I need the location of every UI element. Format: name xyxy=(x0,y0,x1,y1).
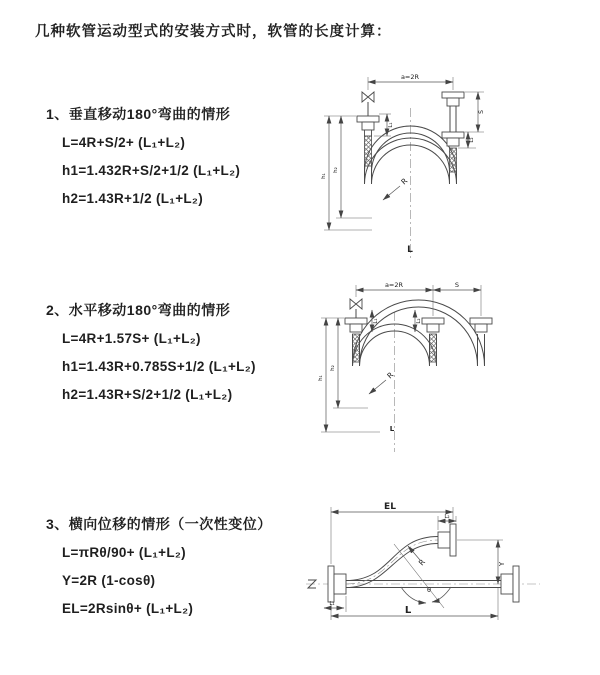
dim-label-l2: L₂ xyxy=(469,137,475,143)
dimension-span xyxy=(356,281,481,316)
section-1-heading: 1、垂直移动180°弯曲的情形 xyxy=(46,106,231,122)
dim-label-y: Y xyxy=(498,561,506,567)
section-1-formula-h1: h1=1.432R+S/2+1/2 (L₁+L₂) xyxy=(62,163,241,178)
section-vertical-movement xyxy=(36,104,326,219)
valve-icon xyxy=(350,299,362,318)
section-3-formula-el: EL=2Rsinθ+ (L₁+L₂) xyxy=(62,601,194,616)
dim-label-s: S xyxy=(454,281,460,289)
radius-callout xyxy=(408,546,427,567)
left-fitting xyxy=(357,116,379,136)
diagram-vertical-u-bend xyxy=(310,66,600,271)
dim-label-l1: L₁ xyxy=(329,601,335,607)
angle-label: θ xyxy=(427,586,431,594)
dim-label-a2r: a=2R xyxy=(384,281,404,289)
dim-label-s: S xyxy=(478,110,485,114)
dim-label-h1: h₁ xyxy=(318,375,324,381)
middle-fitting xyxy=(422,318,444,332)
section-3-formula-y: Y=2R (1-cosθ) xyxy=(62,573,156,588)
section-lateral-displacement xyxy=(36,514,326,629)
dimension-el xyxy=(331,502,453,564)
right-flange-lower xyxy=(501,566,519,602)
section-2-formula-h1: h1=1.43R+0.785S+1/2 (L₁+L₂) xyxy=(62,359,256,374)
diagram-horizontal-u-bend xyxy=(310,276,600,466)
radius-callout xyxy=(369,370,395,394)
dim-label-h1: h₁ xyxy=(321,173,327,179)
section-3-formula-length: L=πRθ/90+ (L₁+L₂) xyxy=(62,545,186,560)
valve-icon xyxy=(362,92,374,116)
dim-label-h2: h₂ xyxy=(333,167,339,173)
section-horizontal-movement xyxy=(36,300,326,415)
radius-label: R xyxy=(416,557,427,568)
length-label: L xyxy=(389,425,395,433)
length-label: L xyxy=(407,245,413,255)
radius-label: R xyxy=(385,370,396,381)
section-2-formula-length: L=4R+1.57S+ (L₁+L₂) xyxy=(62,331,201,346)
dim-label-l2: L₂ xyxy=(444,514,450,520)
diagram-lateral-displacement xyxy=(298,496,598,658)
section-1-formula-h2: h2=1.43R+1/2 (L₁+L₂) xyxy=(62,191,204,206)
right-fitting-upper xyxy=(442,92,464,132)
dim-label-a2r: a=2R xyxy=(400,73,420,81)
dim-label-l1: L₁ xyxy=(388,122,394,128)
hose-u-bends xyxy=(353,300,485,366)
radius-callout xyxy=(383,176,409,200)
dim-label-h2: h₂ xyxy=(330,365,336,371)
dimension-heights xyxy=(318,318,380,432)
angle-construction xyxy=(394,544,451,608)
dim-label-el: EL xyxy=(384,502,396,512)
section-2-heading: 2、水平移动180°弯曲的情形 xyxy=(46,302,231,318)
dimension-y xyxy=(457,540,506,584)
dim-label-l2: L₂ xyxy=(416,318,422,324)
section-3-heading: 3、横向位移的情形（一次性变位） xyxy=(46,516,272,532)
section-1-formula-length: L=4R+S/2+ (L₁+L₂) xyxy=(62,135,186,150)
left-flange xyxy=(328,566,346,602)
right-fitting-lower xyxy=(442,132,464,146)
dimension-l1 xyxy=(324,596,346,612)
dimension-l xyxy=(331,588,498,620)
right-flange-upper xyxy=(438,524,456,556)
dimension-stroke-s xyxy=(458,92,485,148)
section-2-formula-h2: h2=1.43R+S/2+1/2 (L₁+L₂) xyxy=(62,387,233,402)
page-title: 几种软管运动型式的安装方式时，软管的长度计算： xyxy=(35,24,392,40)
dimension-span xyxy=(368,73,453,90)
radius-label: R xyxy=(399,176,410,187)
dim-label-l1: L₁ xyxy=(373,318,379,324)
dim-label-l: L xyxy=(404,605,412,616)
